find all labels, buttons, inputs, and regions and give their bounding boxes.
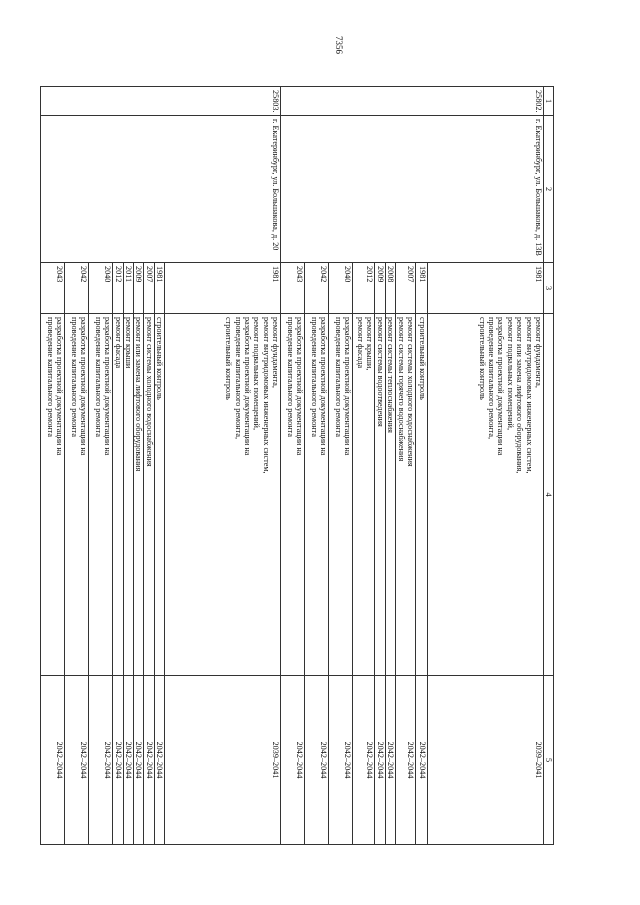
work-line: проведение капитального ремонта	[45, 317, 55, 437]
work-cell	[396, 314, 416, 676]
work-line: проведение капитального ремонта,	[233, 317, 243, 440]
work-line: проведение капитального ремонта	[333, 317, 343, 437]
table-body	[41, 87, 544, 845]
repair-schedule-table	[40, 86, 554, 845]
table-row	[165, 87, 281, 845]
work-cell	[416, 314, 428, 676]
year-cell: 1981	[428, 263, 544, 314]
work-line: ремонт фасада	[113, 317, 123, 369]
year-cell: 2007	[144, 263, 154, 314]
work-line: ремонт подвальных помещений,	[505, 317, 515, 430]
period-cell: 2042–2044	[65, 676, 89, 845]
period-cell: 2042–2044	[133, 676, 143, 845]
work-cell	[123, 314, 133, 676]
year-cell: 1981	[154, 263, 164, 314]
work-cell	[154, 314, 164, 676]
year-cell: 1981	[165, 263, 281, 314]
period-cell: 2042–2044	[329, 676, 353, 845]
period-cell: 2042–2044	[123, 676, 133, 845]
work-cell	[428, 314, 544, 676]
work-line: ремонт подвальных помещений,	[252, 317, 262, 430]
work-cell	[385, 314, 395, 676]
period-cell: 2042–2044	[396, 676, 416, 845]
period-cell: 2042–2044	[375, 676, 385, 845]
work-line: ремонт системы теплоснабжения	[386, 317, 395, 433]
work-cell	[353, 314, 375, 676]
work-line: строительный контроль	[477, 317, 487, 400]
work-line: проведение капитального ремонта	[285, 317, 295, 437]
work-cell	[375, 314, 385, 676]
col-header-3: 3	[544, 263, 554, 314]
work-line: ремонт крыши,	[365, 317, 375, 371]
work-cell	[113, 314, 123, 676]
work-line: строительный контроль	[418, 317, 427, 400]
record-number: 25802.	[281, 87, 544, 116]
work-line: разработка проектной документации на	[79, 317, 89, 456]
year-cell: 2012	[353, 263, 375, 314]
record-address: г. Екатеринбург, ул. Большакова, д. 13В	[281, 116, 544, 263]
col-header-5: 5	[544, 676, 554, 845]
year-cell: 2008	[385, 263, 395, 314]
work-line: разработка проектной документации на	[55, 317, 65, 456]
work-line: строительный контроль	[224, 317, 234, 400]
header-row	[544, 87, 554, 845]
work-line: ремонт системы водоотведения	[375, 317, 385, 427]
work-cell	[65, 314, 89, 676]
work-line: ремонт фасада	[355, 317, 365, 369]
year-cell: 2040	[329, 263, 353, 314]
period-cell: 2042–2044	[416, 676, 428, 845]
work-cell	[165, 314, 281, 676]
table-row	[428, 87, 544, 845]
col-header-2: 2	[544, 116, 554, 263]
year-cell: 2011	[123, 263, 133, 314]
col-header-4: 4	[544, 314, 554, 676]
work-line: ремонт фундамента,	[271, 317, 281, 388]
year-cell: 2042	[305, 263, 329, 314]
work-line: проведение капитального ремонта	[93, 317, 103, 437]
period-cell: 2042–2044	[281, 676, 305, 845]
year-cell: 2007	[396, 263, 416, 314]
work-line: проведение капитального ремонта,	[486, 317, 496, 440]
period-cell: 2042–2044	[41, 676, 65, 845]
period-cell: 2042–2044	[154, 676, 164, 845]
work-line: разработка проектной документации на	[242, 317, 252, 456]
work-line: ремонт системы холодного водоснабжения	[406, 317, 415, 467]
work-cell	[41, 314, 65, 676]
work-cell	[133, 314, 143, 676]
work-line: разработка проектной документации на	[496, 317, 506, 456]
period-cell: 2042–2044	[144, 676, 154, 845]
work-line: разработка проектной документации на	[103, 317, 113, 456]
year-cell: 2042	[65, 263, 89, 314]
work-line: ремонт крыши	[123, 317, 133, 369]
work-line: строительный контроль	[155, 317, 165, 400]
work-line: разработка проектной документации на	[319, 317, 329, 456]
work-line: ремонт системы горячего водоснабжения	[396, 317, 406, 462]
work-cell	[281, 314, 305, 676]
work-line: разработка проектной документации на	[295, 317, 305, 456]
col-header-1: 1	[544, 87, 554, 116]
work-line: ремонт внутридомовых инженерных систем,	[261, 317, 271, 474]
year-cell: 1981	[416, 263, 428, 314]
year-cell: 2009	[375, 263, 385, 314]
period-cell: 2039–2041	[165, 676, 281, 845]
work-line: ремонт или замена лифтового оборудования	[134, 317, 144, 472]
year-cell: 2009	[133, 263, 143, 314]
work-line: ремонт системы холодного водоснабжения	[144, 317, 154, 467]
rotated-table-container	[45, 86, 554, 844]
page-number: 7356	[334, 36, 344, 54]
period-cell: 2042–2044	[89, 676, 113, 845]
year-cell: 2043	[281, 263, 305, 314]
period-cell: 2042–2044	[305, 676, 329, 845]
work-line: ремонт или замена лифтового оборудования,	[515, 317, 525, 474]
work-line: проведение капитального ремонта	[309, 317, 319, 437]
period-cell: 2039–2041	[428, 676, 544, 845]
work-line: ремонт фундамента,	[534, 317, 543, 388]
year-cell: 2040	[89, 263, 113, 314]
work-line: разработка проектной документации на	[343, 317, 353, 456]
period-cell: 2042–2044	[385, 676, 395, 845]
work-cell	[329, 314, 353, 676]
year-cell: 2012	[113, 263, 123, 314]
work-cell	[305, 314, 329, 676]
work-cell	[144, 314, 154, 676]
work-line: проведение капитального ремонта	[69, 317, 79, 437]
period-cell: 2042–2044	[353, 676, 375, 845]
period-cell: 2042–2044	[113, 676, 123, 845]
year-cell: 2043	[41, 263, 65, 314]
record-number: 25803.	[41, 87, 281, 116]
work-line: ремонт внутридомовых инженерных систем,	[524, 317, 534, 474]
record-address: г. Екатеринбург, ул. Большакова, д. 20	[41, 116, 281, 263]
work-cell	[89, 314, 113, 676]
